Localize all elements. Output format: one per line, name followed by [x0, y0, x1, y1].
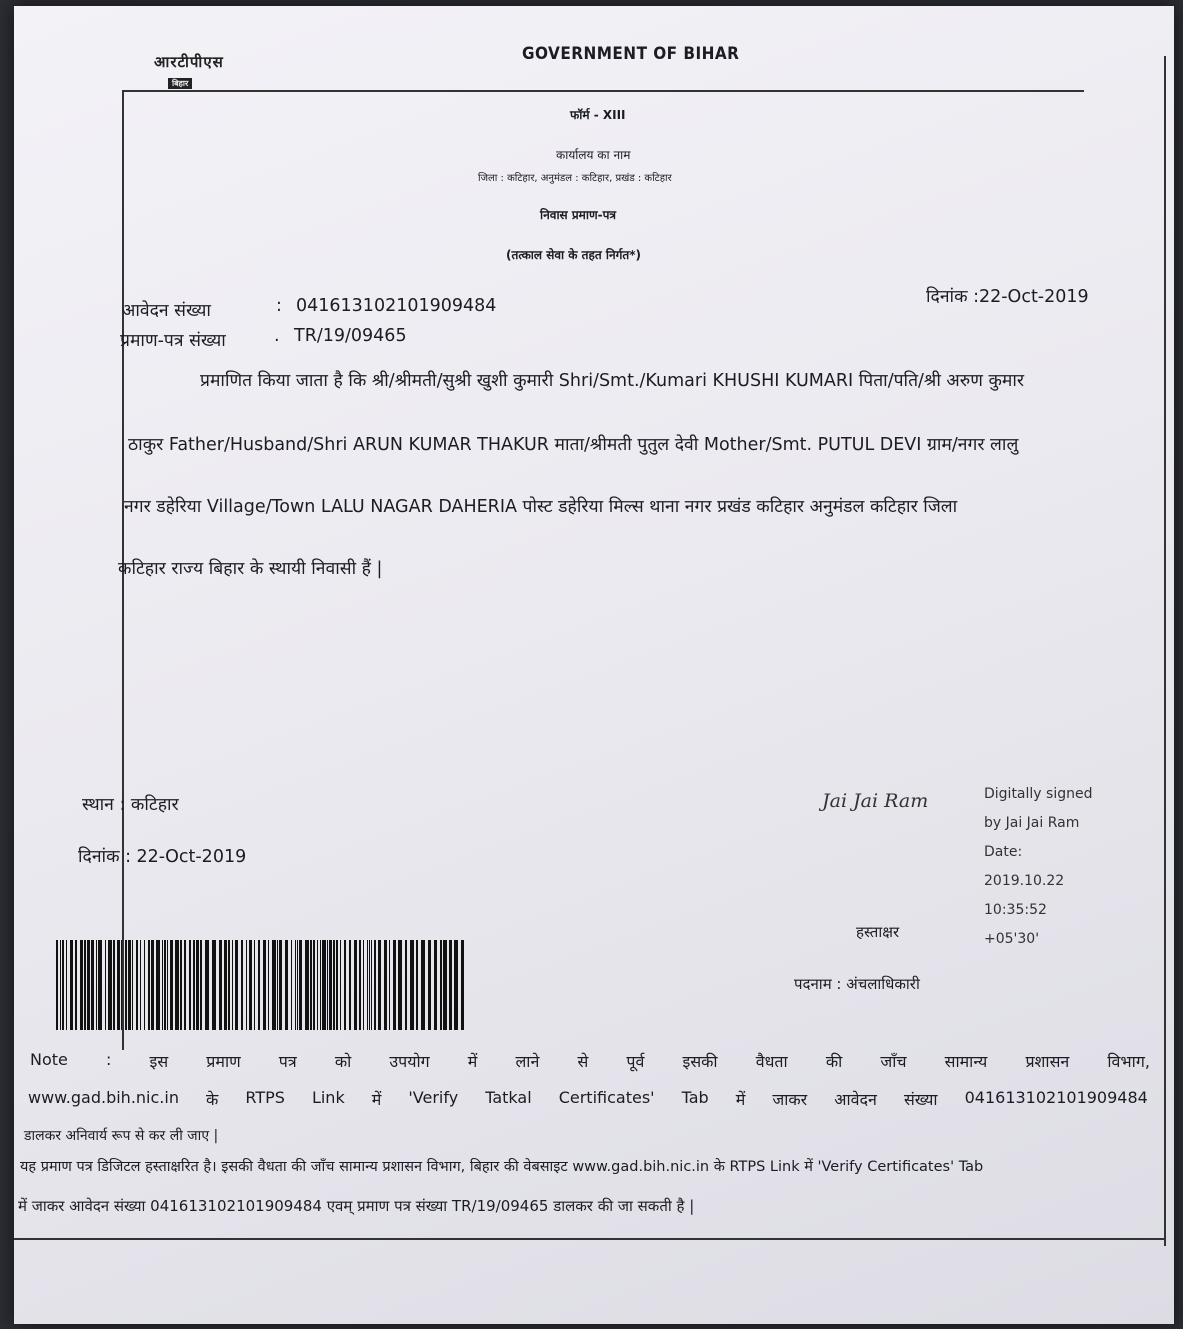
barcode-bar [327, 940, 328, 1030]
note-word: में [467, 1052, 478, 1071]
body-line-3: नगर डहेरिया Village/Town LALU NAGAR DAHERIA पोस्ट डहेरिया मिल्स थाना नगर प्रखंड कटिहार अनुमंडल कटिहार जिला [124, 497, 958, 517]
note-word: में [371, 1090, 382, 1109]
barcode-bar [121, 940, 122, 1030]
signature: Jai Jai Ram [822, 790, 929, 812]
barcode-bar [461, 940, 464, 1030]
barcode-bar [454, 940, 458, 1030]
barcode-bar [329, 940, 332, 1030]
digital-sig-line: Digitally signed [984, 786, 1093, 802]
barcode-bar [224, 940, 227, 1030]
application-sep: : [276, 296, 282, 316]
note-row-4: यह प्रमाण पत्र डिजिटल हस्ताक्षरित है। इसकी वैधता की जाँच सामान्य प्रशासन विभाग, बिहार की वेबसाइट www.gad.bih.nic.in के RTPS Link में 'Verify Certificates' Tab [20, 1159, 984, 1175]
barcode-bar [70, 940, 73, 1030]
barcode-bar [132, 940, 133, 1030]
barcode-bar [96, 940, 97, 1030]
frame-top-line [124, 90, 1084, 92]
barcode-bar [359, 940, 361, 1030]
barcode-bar [333, 940, 335, 1030]
barcode-bar [108, 940, 112, 1030]
barcode [56, 940, 466, 1030]
note-word: 'Verify [408, 1088, 459, 1107]
barcode-bar [235, 940, 238, 1030]
barcode-bar [378, 940, 381, 1030]
barcode-bar [56, 940, 58, 1030]
digital-sig-line: 2019.10.22 [984, 873, 1065, 889]
rtps-logo [154, 52, 232, 88]
digital-sig-line: Date: [984, 844, 1023, 860]
barcode-bar [189, 940, 191, 1030]
note-word: प्रशासन [1025, 1052, 1070, 1071]
barcode-bar [91, 940, 94, 1030]
designation: पदनाम : अंचलाधिकारी [794, 975, 920, 993]
note-word: को [334, 1052, 352, 1071]
barcode-bar [254, 940, 255, 1030]
barcode-bar [232, 940, 233, 1030]
digital-sig-line: by Jai Jai Ram [984, 815, 1080, 831]
note-word: आवेदन [834, 1090, 877, 1109]
application-label: आवेदन संख्या [122, 301, 211, 321]
note-word: के [206, 1090, 219, 1109]
barcode-bar [421, 940, 425, 1030]
barcode-bar [405, 940, 407, 1030]
barcode-bar [246, 940, 247, 1030]
note-word: Certificates' [558, 1088, 655, 1107]
barcode-bar [84, 940, 86, 1030]
barcode-bar [297, 940, 298, 1030]
note-word: पत्र [278, 1052, 297, 1071]
barcode-bar [295, 940, 296, 1030]
barcode-bar [389, 940, 390, 1030]
barcode-bar [349, 940, 351, 1030]
barcode-bar [200, 940, 202, 1030]
barcode-bar [98, 940, 102, 1030]
barcode-bar [416, 940, 418, 1030]
barcode-bar [317, 940, 318, 1030]
office-location: जिला : कटिहार, अनुमंडल : कटिहार, प्रखंड : कटिहार [478, 173, 672, 184]
certificate-number-sep: . [274, 326, 280, 346]
barcode-bar [87, 940, 90, 1030]
logo-tag: बिहार [168, 78, 192, 89]
note-word: पूर्व [626, 1052, 645, 1071]
barcode-bar [428, 940, 431, 1030]
barcode-bar [336, 940, 338, 1030]
barcode-bar [167, 940, 168, 1030]
barcode-bar [144, 940, 145, 1030]
barcode-bar [75, 940, 77, 1030]
barcode-bar [299, 940, 302, 1030]
barcode-bar [80, 940, 83, 1030]
barcode-bar [117, 940, 120, 1030]
digital-signature-block [984, 780, 1124, 954]
barcode-bar [305, 940, 309, 1030]
barcode-bar [263, 940, 266, 1030]
barcode-bar [272, 940, 276, 1030]
barcode-bar [156, 940, 160, 1030]
note-word: Link [311, 1088, 345, 1107]
note-word: जाँच [880, 1052, 907, 1071]
barcode-bar [193, 940, 195, 1030]
barcode-bar [354, 940, 357, 1030]
barcode-bar [105, 940, 106, 1030]
barcode-bar [164, 940, 166, 1030]
barcode-bar [196, 940, 199, 1030]
barcode-bar [410, 940, 414, 1030]
barcode-bar [322, 940, 326, 1030]
barcode-bar [367, 940, 368, 1030]
note-row-5: में जाकर आवेदन संख्या 041613102101909484 एवम् प्रमाण पत्र संख्या TR/19/09465 डालकर की जा सकती है | [18, 1197, 695, 1215]
note-word: वैधता [755, 1052, 788, 1071]
barcode-bar [148, 940, 150, 1030]
note-word: इसकी [682, 1052, 718, 1071]
barcode-bar [125, 940, 127, 1030]
barcode-bar [393, 940, 396, 1030]
note-word: उपयोग [389, 1052, 430, 1071]
barcode-bar [60, 940, 61, 1030]
note-word: विभाग, [1107, 1052, 1150, 1071]
barcode-bar [434, 940, 437, 1030]
barcode-bar [62, 940, 64, 1030]
certificate-number-label: प्रमाण-पत्र संख्या [120, 331, 226, 351]
frame-right-line [1164, 56, 1166, 1246]
barcode-bar [268, 940, 269, 1030]
note-link-text: www.gad.bih.nic.in [28, 1088, 179, 1107]
barcode-bar [320, 940, 321, 1030]
note-row-3: डालकर अनिवार्य रूप से कर ली जाए | [24, 1128, 219, 1144]
note-word: Note [30, 1050, 68, 1069]
note-word: की [825, 1052, 843, 1071]
barcode-bar [113, 940, 115, 1030]
note-word: RTPS [245, 1088, 285, 1107]
barcode-bar [291, 940, 292, 1030]
note-word: से [577, 1052, 589, 1071]
barcode-bar [212, 940, 216, 1030]
barcode-bar [310, 940, 312, 1030]
issue-date: दिनांक :22-Oct-2019 [926, 287, 1089, 307]
note-word: : [105, 1050, 112, 1069]
note-row-1 [30, 1050, 1150, 1072]
note-word: Tab [681, 1088, 709, 1107]
barcode-bar [443, 940, 447, 1030]
barcode-bar [449, 940, 452, 1030]
form-number: फॉर्म - XIII [570, 108, 626, 122]
footer-date: दिनांक : 22-Oct-2019 [78, 847, 247, 867]
barcode-bar [285, 940, 288, 1030]
barcode-bar [371, 940, 372, 1030]
barcode-bar [136, 940, 138, 1030]
body-line-2: ठाकुर Father/Husband/Shri ARUN KUMAR THAKUR माता/श्रीमती पुतुल देवी Mother/Smt. PUTUL DEVI ग्राम/नगर लालु [128, 435, 1019, 455]
barcode-bar [398, 940, 402, 1030]
place: स्थान : कटिहार [82, 795, 179, 815]
barcode-bar [205, 940, 209, 1030]
barcode-bar [175, 940, 179, 1030]
barcode-bar [363, 940, 364, 1030]
office-label: कार्यालय का नाम [556, 148, 631, 162]
barcode-bar [277, 940, 278, 1030]
barcode-bar [219, 940, 222, 1030]
barcode-bar [241, 940, 243, 1030]
barcode-bar [128, 940, 131, 1030]
note-word: इस [149, 1052, 169, 1071]
barcode-bar [180, 940, 182, 1030]
barcode-bar [340, 940, 341, 1030]
barcode-bar [66, 940, 67, 1030]
note-word: सामान्य [944, 1052, 988, 1071]
body-line-4: कटिहार राज्य बिहार के स्थायी निवासी हैं | [118, 559, 383, 579]
certificate-subtitle: (तत्काल सेवा के तहत निर्गत*) [506, 248, 642, 262]
note-word: 041613102101909484 [964, 1088, 1148, 1107]
barcode-bar [384, 940, 387, 1030]
barcode-bar [162, 940, 163, 1030]
frame-bottom-line [14, 1238, 1166, 1240]
note-word: Tatkal [485, 1088, 532, 1107]
logo-text: आरटीपीएस [154, 53, 224, 71]
barcode-bar [344, 940, 346, 1030]
note-word: जाकर [772, 1090, 808, 1109]
note-word: लाने [515, 1052, 540, 1071]
barcode-bar [228, 940, 230, 1030]
barcode-bar [170, 940, 173, 1030]
barcode-bar [369, 940, 370, 1030]
body-line-1: प्रमाणित किया जाता है कि श्री/श्रीमती/सुश्री खुशी कुमारी Shri/Smt./Kumari KHUSHI KUMARI पिता/पति/श्री अरुण कुमार [200, 371, 1025, 391]
digital-sig-line: 10:35:52 [984, 902, 1047, 918]
note-word: प्रमाण [206, 1052, 241, 1071]
signature-label: हस्ताक्षर [856, 923, 900, 941]
note-word: में [735, 1090, 746, 1109]
digital-sig-line: +05'30' [984, 931, 1040, 947]
note-row-2 [28, 1088, 1148, 1110]
barcode-bar [184, 940, 186, 1030]
certificate-title: निवास प्रमाण-पत्र [540, 208, 617, 222]
barcode-bar [374, 940, 376, 1030]
application-number: 041613102101909484 [296, 296, 497, 316]
barcode-bar [249, 940, 252, 1030]
barcode-bar [313, 940, 315, 1030]
certificate-paper [14, 6, 1174, 1324]
barcode-bar [258, 940, 260, 1030]
barcode-bar [440, 940, 442, 1030]
barcode-bar [140, 940, 141, 1030]
barcode-bar [151, 940, 154, 1030]
certificate-number: TR/19/09465 [294, 326, 407, 346]
government-heading: GOVERNMENT OF BIHAR [522, 44, 740, 64]
barcode-bar [279, 940, 282, 1030]
note-word: संख्या [903, 1090, 938, 1109]
